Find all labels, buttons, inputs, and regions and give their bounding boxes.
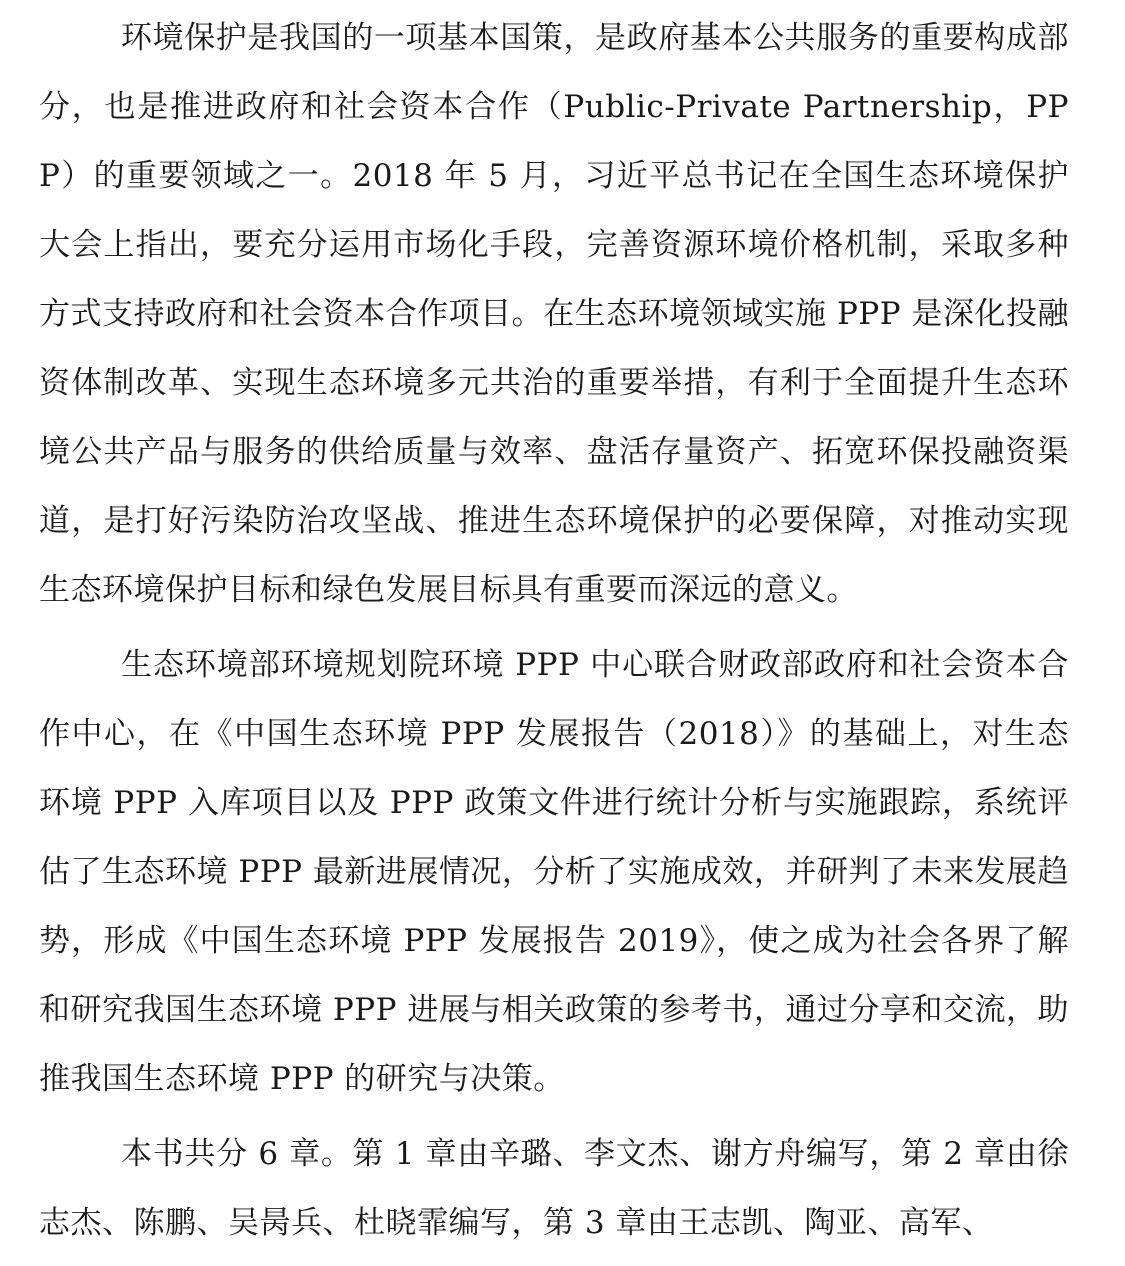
paragraph-chapter-authors: 本书共分 6 章。第 1 章由辛璐、李文杰、谢方舟编写，第 2 章由徐志杰、陈鹏、吴昺兵、杜晓霏编写，第 3 章由王志凯、陶亚、高军、 bbox=[39, 1136, 1069, 1241]
paragraph-report-overview: 生态环境部环境规划院环境 PPP 中心联合财政部政府和社会资本合作中心，在《中国生态环境 PPP 发展报告（2018）》的基础上，对生态环境 PPP 入库项目以及 PPP 政策文件进行统计分析与实施跟踪，系统评估了生态环境 PPP 最新进展情况，分析了实施成效，并研判了未来发展趋势，形成《中国生态环境 PPP 发展报告 2019》，使之成为社会各界了解和研究我国生态环境 PPP 进展与相关政策的参考书，通过分享和交流，助推我国生态环境 PPP 的研究与决策。 bbox=[39, 647, 1069, 1097]
paragraph-environmental-protection-ppp: 环境保护是我国的一项基本国策，是政府基本公共服务的重要构成部分，也是推进政府和社会资本合作（Public-Private Partnership，PPP）的重要领域之一。2018 年 5 月，习近平总书记在全国生态环境保护大会上指出，要充分运用市场化手段，完善资源环境价格机制，采取多种方式支持政府和社会资本合作项目。在生态环境领域实施 PPP 是深化投融资体制改革、实现生态环境多元共治的重要举措，有利于全面提升生态环境公共产品与服务的供给质量与效率、盘活存量资产、拓宽环保投融资渠道，是打好污染防治攻坚战、推进生态环境保护的必要保障，对推动实现生态环境保护目标和绿色发展目标具有重要而深远的意义。 bbox=[39, 20, 1069, 608]
